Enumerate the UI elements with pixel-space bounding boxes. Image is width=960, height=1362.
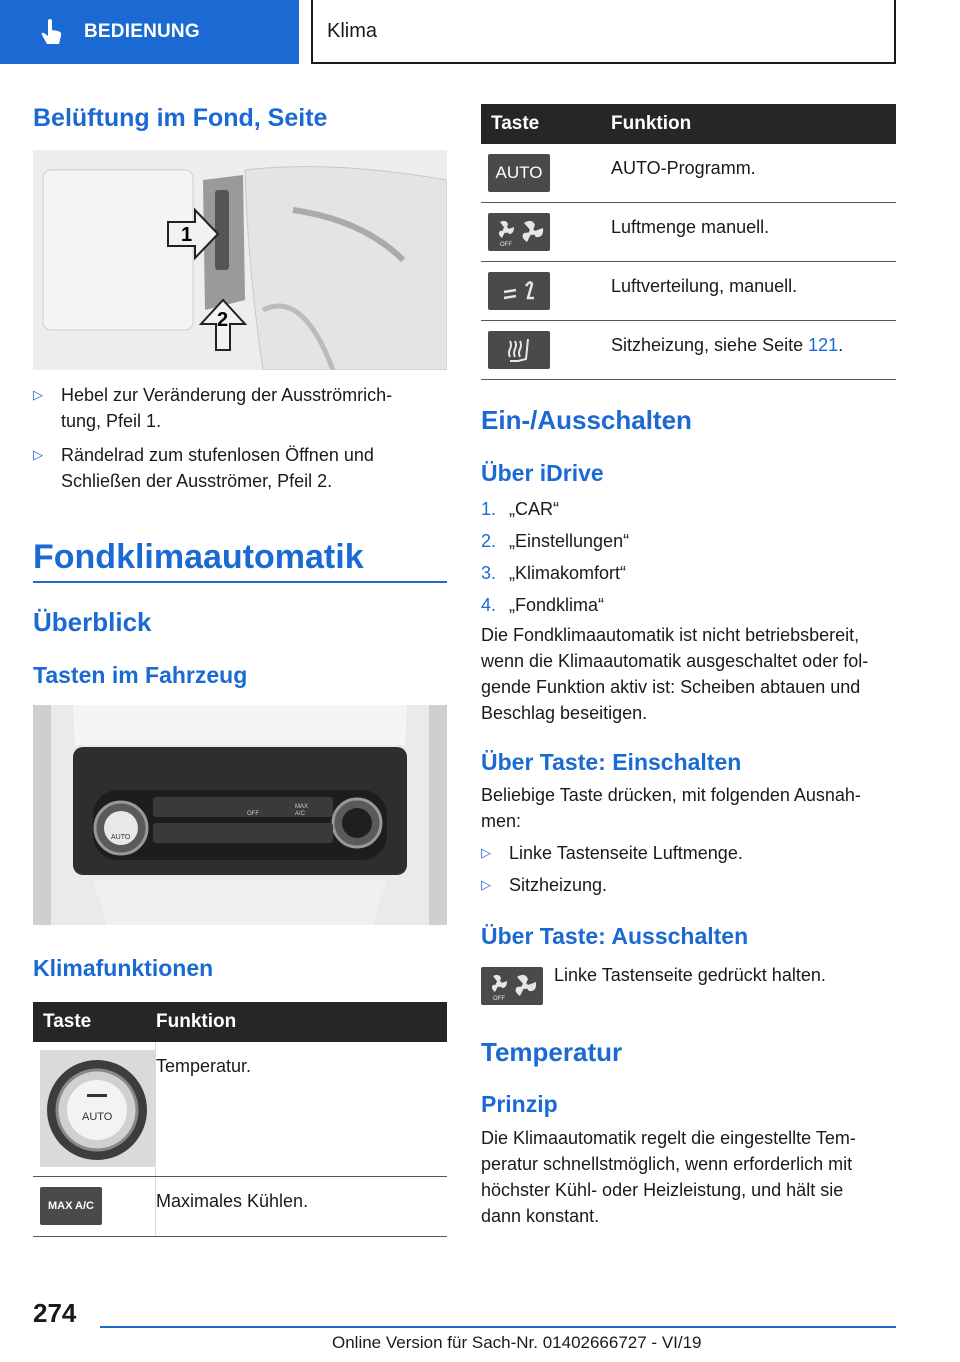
heading-ueberblick: Überblick bbox=[33, 607, 152, 637]
fan-key-icon bbox=[481, 967, 543, 1005]
heading-tasten: Tasten im Fahrzeug bbox=[33, 662, 248, 688]
paragraph: Die Fondklimaautomatik ist nicht betriebsbereit, wenn die Klimaautomatik ausgeschaltet oder fol- gende Funktion aktiv ist: Scheiben abtauen und Beschlag beseitigen. bbox=[481, 625, 869, 723]
triangle-bullet-icon: ▷ bbox=[33, 447, 43, 462]
table-header: Taste Funktion bbox=[33, 1002, 447, 1042]
arrow-2-label: 2 bbox=[217, 309, 229, 331]
section-label: BEDIENUNG bbox=[84, 21, 200, 42]
svg-text:OFF: OFF bbox=[247, 811, 259, 817]
table-row bbox=[481, 262, 896, 321]
heading-fondklimaautomatik: Fondklimaautomatik bbox=[33, 538, 364, 576]
max-ac-key-icon: MAX A/C bbox=[40, 1187, 102, 1225]
heading-taste-ausschalten: Über Taste: Ausschalten bbox=[481, 923, 749, 949]
svg-text:MAX: MAX bbox=[295, 804, 309, 810]
paragraph: Die Klimaautomatik regelt die eingestellte Tem- peratur schnellstmöglich, wenn erforderlich mit höchster Kühl- oder Heizleistung, und hält sie dann konstant. bbox=[481, 1128, 856, 1226]
function-text: Luftmenge manuell. bbox=[611, 217, 770, 237]
function-text: Sitzheizung, siehe Seite 121. bbox=[611, 335, 844, 355]
table-row bbox=[481, 321, 896, 380]
table-row bbox=[33, 1177, 447, 1237]
list-item: ▷ Hebel zur Veränderung der Ausströmrich- tung, Pfeil 1. bbox=[33, 382, 447, 434]
heading-temperatur: Temperatur bbox=[481, 1037, 623, 1067]
footer-text: Online Version für Sach-Nr. 01402666727 - VI/19 bbox=[332, 1333, 702, 1352]
heading-taste-einschalten: Über Taste: Einschalten bbox=[481, 749, 742, 775]
list-item: ▷ Rändelrad zum stufenlosen Öffnen und Schließen der Ausströmer, Pfeil 2. bbox=[33, 442, 447, 494]
svg-text:OFF: OFF bbox=[500, 242, 512, 248]
fan-key-icon bbox=[488, 213, 550, 251]
heading-underline bbox=[33, 581, 447, 583]
control-panel-figure bbox=[33, 705, 447, 925]
function-text: Luftverteilung, manuell. bbox=[611, 276, 798, 296]
function-text: Maximales Kühlen. bbox=[156, 1191, 309, 1211]
key-functions-table bbox=[481, 104, 896, 380]
svg-text:AUTO: AUTO bbox=[111, 834, 131, 841]
table-header: Taste Funktion bbox=[481, 104, 896, 144]
heading-ueber-idrive: Über iDrive bbox=[481, 460, 604, 486]
list-item: 3. „Klimakomfort“ bbox=[481, 563, 627, 583]
list-item: 2. „Einstellungen“ bbox=[481, 531, 630, 551]
triangle-bullet-icon: ▷ bbox=[481, 877, 491, 892]
svg-text:A/C: A/C bbox=[295, 811, 306, 817]
table-row bbox=[481, 203, 896, 262]
chapter-title: Klima bbox=[311, 0, 896, 64]
seat-heating-key-icon bbox=[488, 331, 550, 369]
list-item: 1. „CAR“ bbox=[481, 499, 559, 519]
air-distribution-key-icon bbox=[488, 272, 550, 310]
page-link[interactable]: 121 bbox=[808, 335, 839, 355]
triangle-bullet-icon: ▷ bbox=[481, 845, 491, 860]
temperature-knob-icon bbox=[40, 1050, 155, 1167]
idrive-steps bbox=[481, 493, 896, 621]
svg-text:AUTO: AUTO bbox=[82, 1111, 113, 1123]
list-item: 4. „Fondklima“ bbox=[481, 595, 605, 615]
heading-prinzip: Prinzip bbox=[481, 1091, 558, 1117]
function-text: Temperatur. bbox=[156, 1056, 252, 1076]
heading-ein-ausschalten: Ein-/Ausschalten bbox=[481, 405, 692, 435]
hand-pointer-icon bbox=[40, 18, 64, 46]
function-text: AUTO-Programm. bbox=[611, 158, 756, 178]
section-tab[interactable] bbox=[0, 0, 299, 64]
table-row bbox=[481, 144, 896, 203]
arrow-1-label: 1 bbox=[181, 224, 193, 246]
climate-functions-table bbox=[33, 1002, 447, 1237]
vent-figure bbox=[33, 150, 447, 370]
triangle-bullet-icon: ▷ bbox=[33, 387, 43, 402]
footer-divider bbox=[100, 1326, 896, 1328]
list-item: ▷ Linke Tastenseite Luftmenge. bbox=[481, 840, 896, 866]
ausschalten-text: Linke Tastenseite gedrückt halten. bbox=[554, 965, 826, 985]
svg-text:OFF: OFF bbox=[493, 996, 505, 1002]
auto-key-icon: AUTO bbox=[488, 154, 550, 192]
heading-belueftung: Belüftung im Fond, Seite bbox=[33, 104, 328, 132]
list-item: ▷ Sitzheizung. bbox=[481, 872, 896, 898]
heading-klimafunktionen: Klimafunktionen bbox=[33, 955, 214, 981]
table-row bbox=[33, 1042, 447, 1177]
page-number: 274 bbox=[33, 1298, 77, 1328]
paragraph: Beliebige Taste drücken, mit folgenden Ausnah- men: bbox=[481, 785, 861, 831]
